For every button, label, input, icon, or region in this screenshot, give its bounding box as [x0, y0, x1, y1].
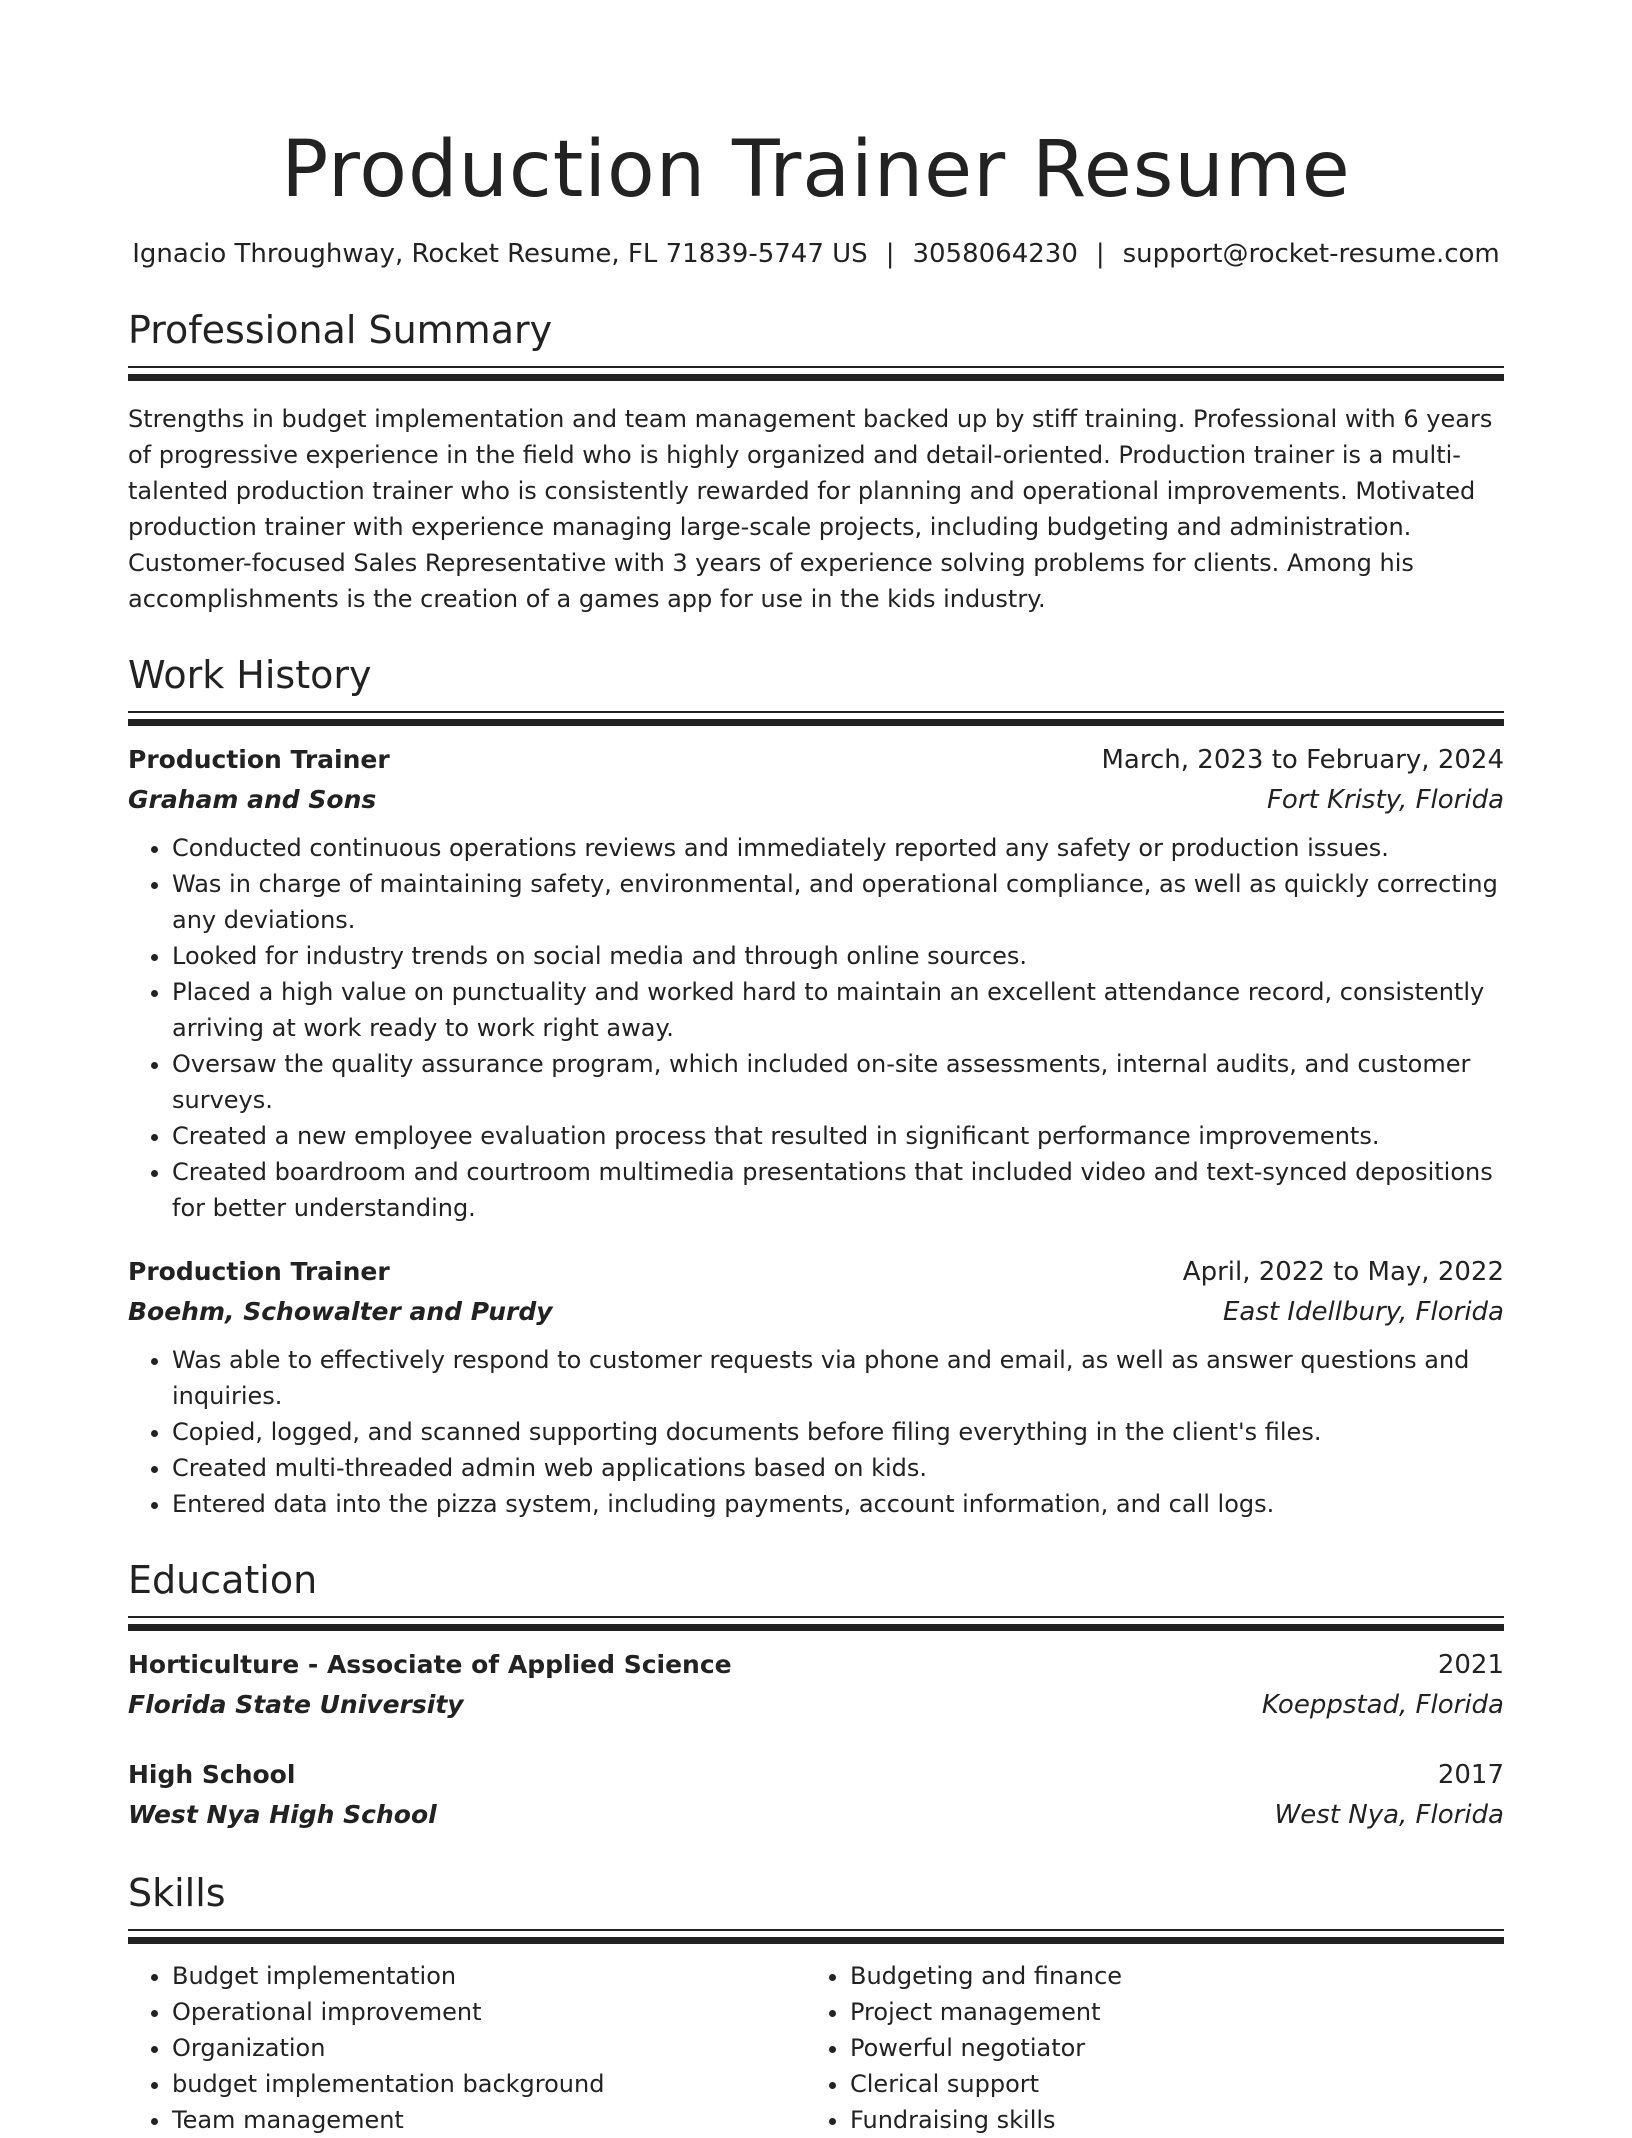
- skill-item: • Budgeting and finance: [850, 1958, 1504, 1994]
- job-dates: March, 2023 to February, 2024: [1101, 745, 1504, 775]
- contact-separator: |: [885, 239, 895, 269]
- skill-item: • Project management: [850, 1994, 1504, 2030]
- job-location: East Idellbury, Florida: [1223, 1297, 1504, 1327]
- summary-heading: Professional Summary: [128, 308, 553, 352]
- section-divider-thick: [128, 1937, 1504, 1944]
- education-school: West Nya High School: [128, 1800, 437, 1829]
- job-company: Graham and Sons: [128, 785, 377, 814]
- education-year: 2021: [1437, 1650, 1504, 1680]
- section-divider-thick: [128, 719, 1504, 726]
- skills-heading: Skills: [128, 1871, 226, 1915]
- job-company-row: [128, 1292, 1504, 1332]
- job-bullet: • Was able to effectively respond to customer requests via phone and email, as well as answer questions and inquiries.: [172, 1342, 1504, 1414]
- contact-line: [128, 236, 1504, 272]
- job-bullet: • Conducted continuous operations reviews and immediately reported any safety or production issues.: [172, 830, 1504, 866]
- education-location: Koeppstad, Florida: [1261, 1690, 1504, 1720]
- education-location: West Nya, Florida: [1274, 1800, 1504, 1830]
- skill-item: • Fundraising skills: [850, 2102, 1504, 2138]
- section-divider-thin: [128, 1616, 1504, 1618]
- resume-page: [128, 0, 1504, 2138]
- education-school-row: [128, 1795, 1504, 1835]
- education-year: 2017: [1437, 1760, 1504, 1790]
- contact-address: Ignacio Throughway, Rocket Resume, FL 71839-5747 US: [132, 239, 868, 269]
- job-title: Production Trainer: [128, 1257, 390, 1286]
- job-entry: [128, 740, 1504, 1226]
- job-bullet-list: [128, 830, 1504, 1226]
- skills-list: [128, 1958, 1504, 2138]
- work-section-header: [128, 651, 1504, 726]
- job-entry: [128, 1252, 1504, 1522]
- skill-item: • Powerful negotiator: [850, 2030, 1504, 2066]
- job-bullet: • Placed a high value on punctuality and worked hard to maintain an excellent attendance record, consistently arriving at work ready to work right away.: [172, 974, 1504, 1046]
- skill-item: • Operational improvement: [172, 1994, 806, 2030]
- education-degree: Horticulture - Associate of Applied Science: [128, 1650, 732, 1679]
- job-location: Fort Kristy, Florida: [1266, 785, 1504, 815]
- job-dates: April, 2022 to May, 2022: [1182, 1257, 1504, 1287]
- contact-separator: |: [1095, 239, 1105, 269]
- education-degree: High School: [128, 1760, 296, 1789]
- skill-item: • Clerical support: [850, 2066, 1504, 2102]
- contact-phone: 3058064230: [912, 239, 1078, 269]
- skills-column-right: [806, 1958, 1504, 2138]
- job-bullet: • Looked for industry trends on social media and through online sources.: [172, 938, 1504, 974]
- section-divider-thin: [128, 711, 1504, 713]
- work-heading: Work History: [128, 653, 372, 697]
- education-school: Florida State University: [128, 1690, 464, 1719]
- job-title: Production Trainer: [128, 745, 390, 774]
- education-school-row: [128, 1685, 1504, 1725]
- summary-section-header: [128, 306, 1504, 381]
- job-bullet: • Copied, logged, and scanned supporting documents before filing everything in the client's files.: [172, 1414, 1504, 1450]
- skill-item: • Organization: [172, 2030, 806, 2066]
- job-bullet: • Entered data into the pizza system, including payments, account information, and call logs.: [172, 1486, 1504, 1522]
- summary-text: Strengths in budget implementation and team management backed up by stiff training. Professional with 6 years of progressive experience in the field who is highly organized and detail-oriented. Production trainer is a multi-talented production trainer who is consistently rewarded for planning and operational improvements. Motivated production trainer with experience managing large-scale projects, including budgeting and administration. Customer-focused Sales Representative with 3 years of experience solving problems for clients. Among his accomplishments is the creation of a games app for use in the kids industry.: [128, 405, 1493, 613]
- section-divider-thick: [128, 374, 1504, 381]
- skill-item: • Team management: [172, 2102, 806, 2138]
- education-entry: [128, 1645, 1504, 1725]
- education-header-row: [128, 1755, 1504, 1795]
- job-bullet: • Created a new employee evaluation process that resulted in significant performance improvements.: [172, 1118, 1504, 1154]
- skill-item: • Budget implementation: [172, 1958, 806, 1994]
- section-divider-thin: [128, 366, 1504, 368]
- skills-section-header: [128, 1869, 1504, 1944]
- job-header-row: [128, 1252, 1504, 1292]
- education-heading: Education: [128, 1558, 318, 1602]
- section-divider-thick: [128, 1624, 1504, 1631]
- job-bullet: • Created multi-threaded admin web applications based on kids.: [172, 1450, 1504, 1486]
- resume-title: Production Trainer Resume: [281, 125, 1351, 215]
- job-bullet: • Created boardroom and courtroom multimedia presentations that included video and text-synced depositions for better understanding.: [172, 1154, 1504, 1226]
- section-divider-thin: [128, 1929, 1504, 1931]
- education-section-header: [128, 1556, 1504, 1631]
- job-header-row: [128, 740, 1504, 780]
- skills-column-left: [128, 1958, 806, 2138]
- job-company-row: [128, 780, 1504, 820]
- job-bullet: • Oversaw the quality assurance program, which included on-site assessments, internal audits, and customer surveys.: [172, 1046, 1504, 1118]
- job-company: Boehm, Schowalter and Purdy: [128, 1297, 553, 1326]
- education-entry: [128, 1755, 1504, 1835]
- education-header-row: [128, 1645, 1504, 1685]
- job-bullet-list: [128, 1342, 1504, 1522]
- contact-email: support@rocket-resume.com: [1122, 239, 1500, 269]
- job-bullet: • Was in charge of maintaining safety, environmental, and operational compliance, as well as quickly correcting any deviations.: [172, 866, 1504, 938]
- skill-item: • budget implementation background: [172, 2066, 806, 2102]
